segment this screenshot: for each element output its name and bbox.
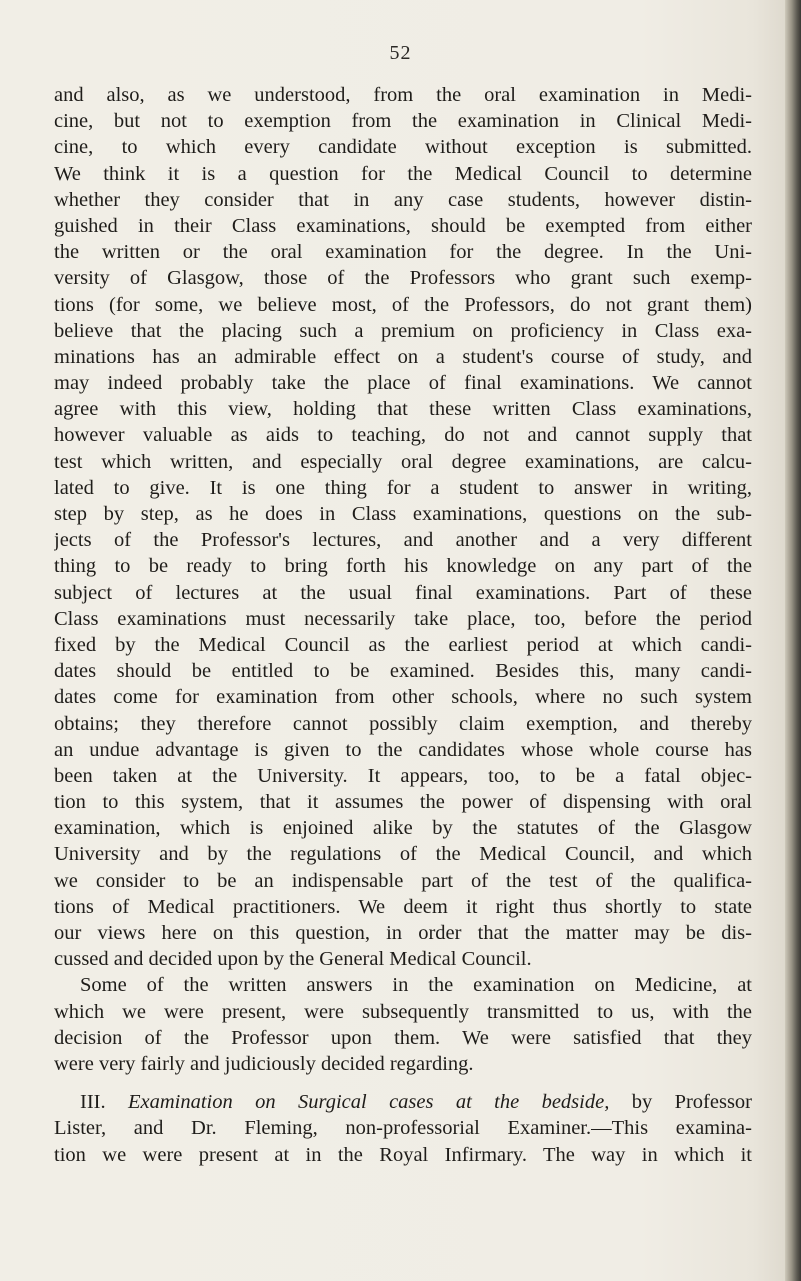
text-line <box>54 1089 752 1115</box>
text-line: dates come for examination from other schools, where no such system <box>54 686 752 709</box>
text-line: test which written, and especially oral degree examinations, are calcu- <box>54 450 752 473</box>
text-line: been taken at the University. It appears, too, to be a fatal objec- <box>54 764 752 787</box>
text-line: and also, as we understood, from the oral examination in Medi- <box>54 84 752 106</box>
text-line: We think it is a question for the Medical Council to determine <box>54 162 752 185</box>
page-number: 52 <box>389 42 412 64</box>
text-line: an undue advantage is given to the candidates whose whole course has <box>54 738 752 761</box>
text-line: cine, but not to exemption from the examination in Clinical Medi- <box>54 110 752 133</box>
text-line: cussed and decided upon by the General Medical Council. <box>54 948 532 971</box>
text-line: may indeed probably take the place of final examinations. We cannot <box>54 372 752 395</box>
text-line: guished in their Class examinations, should be exempted from either <box>54 214 752 237</box>
section-title: Examination on Surgical cases at the bedside, <box>127 1091 610 1114</box>
text-line: versity of Glasgow, those of the Professors who grant such exemp- <box>54 267 752 290</box>
text-line: Lister, and Dr. Fleming, non-professorial Examiner.—This examina- <box>54 1117 752 1140</box>
text-line: cine, to which every candidate without exception is submitted. <box>54 136 752 159</box>
text-line: step by step, as he does in Class examinations, questions on the sub- <box>54 503 752 525</box>
text-line: our views here on this question, in order that the matter may be dis- <box>54 922 752 944</box>
text-line: however valuable as aids to teaching, do not and cannot supply that <box>54 424 752 447</box>
text-line: decision of the Professor upon them. We were satisfied that they <box>54 1026 752 1049</box>
paragraph-gap <box>54 1077 752 1089</box>
paragraph-1 <box>54 82 752 972</box>
text-line: lated to give. It is one thing for a student to answer in writing, <box>54 476 752 499</box>
text-line: obtains; they therefore cannot possibly claim exemption, and thereby <box>54 712 752 735</box>
text-line: agree with this view, holding that these written Class examinations, <box>54 398 752 421</box>
text-line: tion we were present at in the Royal Infirmary. The way in which it <box>54 1143 752 1166</box>
text-line: dates should be entitled to be examined. Besides this, many candi- <box>54 660 752 683</box>
text-line: we consider to be an indispensable part of the test of the qualifica- <box>54 869 752 892</box>
text-line: tions (for some, we believe most, of the Professors, do not grant them) <box>54 293 752 316</box>
text-line: jects of the Professor's lectures, and another and a very different <box>54 529 752 552</box>
text-line: tions of Medical practitioners. We deem it right thus shortly to state <box>54 895 752 918</box>
text-line: which we were present, were subsequently transmitted to us, with the <box>54 1000 752 1023</box>
text-line: Some of the written answers in the examination on Medicine, at <box>80 974 752 997</box>
paragraph-2 <box>54 972 752 1077</box>
text-line: University and by the regulations of the Medical Council, and which <box>54 843 752 866</box>
text-line: minations has an admirable effect on a student's course of study, and <box>54 345 752 368</box>
book-binding-edge <box>785 0 801 1281</box>
section-title-rest: by Professor <box>631 1091 752 1114</box>
text-line: were very fairly and judiciously decided regarding. <box>54 1052 474 1075</box>
body-text <box>54 82 752 1168</box>
text-line: examination, which is enjoined alike by the statutes of the Glasgow <box>54 817 752 840</box>
paragraph-3 <box>54 1089 752 1168</box>
section-numeral: III. <box>80 1091 106 1114</box>
text-line: thing to be ready to bring forth his knowledge on any part of the <box>54 555 752 578</box>
text-line: fixed by the Medical Council as the earliest period at which candi- <box>54 633 752 656</box>
text-line: the written or the oral examination for the degree. In the Uni- <box>54 241 752 264</box>
text-line: subject of lectures at the usual final examinations. Part of these <box>54 581 752 604</box>
text-line: Class examinations must necessarily take place, too, before the period <box>54 607 752 630</box>
text-line: believe that the placing such a premium on proficiency in Class exa- <box>54 319 752 342</box>
text-line: tion to this system, that it assumes the power of dispensing with oral <box>54 791 752 814</box>
text-line: whether they consider that in any case students, however distin- <box>54 188 752 211</box>
